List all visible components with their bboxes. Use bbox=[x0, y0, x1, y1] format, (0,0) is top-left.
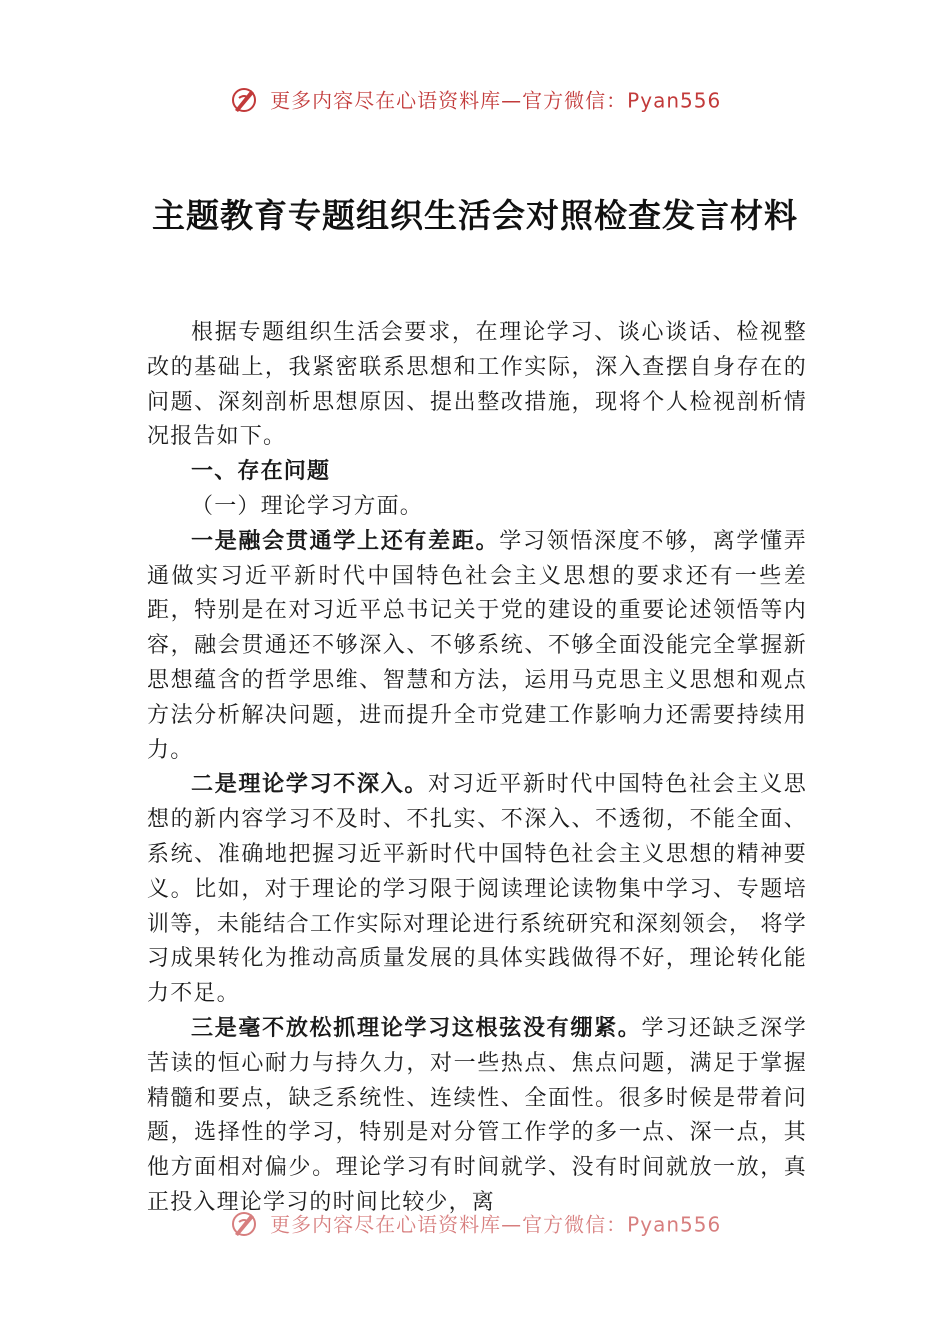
paragraph-2-body: 对习近平新时代中国特色社会主义思想的新内容学习不及时、不扎实、不深入、不透彻，不能全面、系统、准确地把握习近平新时代中国特色社会主义思想的精神要义。比如，对于理论的学习限于阅读理论读物集中学习、专题培训等，未能结合工作实际对理论进行系统研究和深刻领会， 将学习成果转化为推动高质量发展的具体实践做得不好，理论转化能力不足。 bbox=[147, 772, 807, 1007]
header-watermark-banner bbox=[0, 84, 950, 114]
paragraph-2-lead: 二是理论学习不深入。 bbox=[191, 772, 429, 798]
paragraph-3-body: 学习还缺乏深学苦读的恒心耐力与持久力，对一些热点、焦点问题，满足于掌握精髓和要点，缺乏系统性、连续性、全面性。很多时候是带着问题，选择性的学习，特别是对分管工作学的多一点、深一点，其他方面相对偏少。理论学习有时间就学、没有时间就放一放，真正投入理论学习的时间比较少，离 bbox=[147, 1015, 807, 1215]
section-heading-problems: 一、存在问题 bbox=[191, 459, 331, 485]
subsection-heading-theory: （一）理论学习方面。 bbox=[191, 493, 424, 519]
footer-watermark-text: 更多内容尽在心语资料库—官方微信：Pyan556 bbox=[270, 1212, 722, 1237]
paragraph-3 bbox=[147, 1012, 807, 1221]
paragraph-1-body: 学习领悟深度不够，离学懂弄通做实习近平新时代中国特色社会主义思想的要求还有一些差距，特别是在对习近平总书记关于党的建设的重要论述领悟等内容，融会贯通还不够深入、不够系统、不够全面没能完全掌握新思想蕴含的哲学思维、智慧和方法，运用马克思主义思想和观点方法分析解决问题，进而提升全市党建工作影响力还需要持续用力。 bbox=[147, 528, 807, 763]
pen-quill-logo-icon bbox=[229, 84, 259, 114]
intro-paragraph: 根据专题组织生活会要求，在理论学习、谈心谈话、检视整改的基础上，我紧密联系思想和工作实际，深入查摆自身存在的问题、深刻剖析思想原因、提出整改措施，现将个人检视剖析情况报告如下。 bbox=[147, 320, 807, 450]
paragraph-2 bbox=[147, 768, 807, 1012]
document-body bbox=[147, 316, 807, 1221]
pen-quill-logo-icon bbox=[229, 1208, 259, 1238]
document-title: 主题教育专题组织生活会对照检查发言材料 bbox=[152, 196, 798, 235]
header-watermark-text: 更多内容尽在心语资料库—官方微信：Pyan556 bbox=[270, 88, 722, 113]
paragraph-1 bbox=[147, 525, 807, 769]
paragraph-3-lead: 三是毫不放松抓理论学习这根弦没有绷紧。 bbox=[191, 1015, 642, 1041]
footer-watermark-banner bbox=[0, 1208, 950, 1238]
paragraph-1-lead: 一是融会贯通学上还有差距。 bbox=[191, 528, 500, 554]
